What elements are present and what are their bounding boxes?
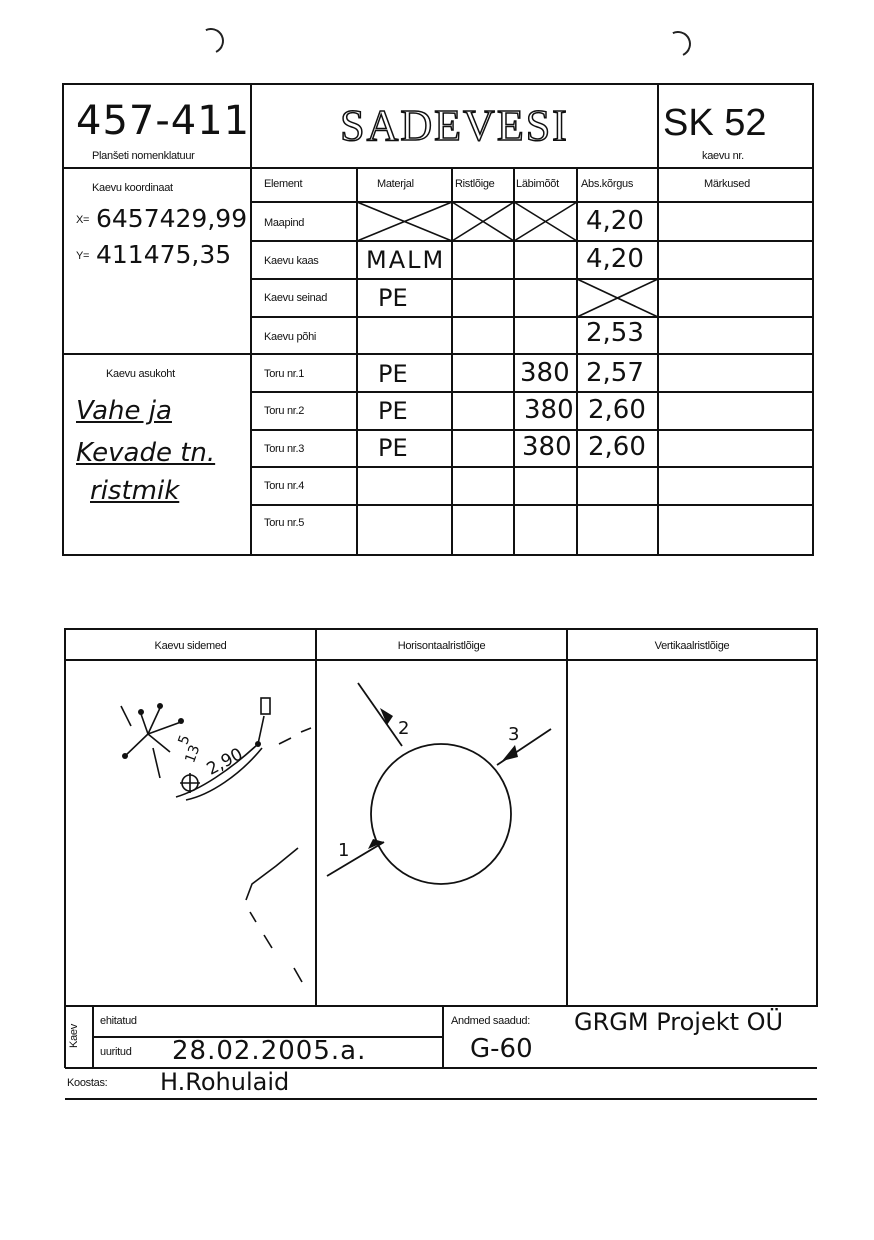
row-element: Kaevu seinad bbox=[264, 292, 328, 304]
ties-header: Kaevu sidemed bbox=[154, 640, 227, 652]
row-material: PE bbox=[378, 397, 408, 425]
tie-dimension-label: 2,90 bbox=[203, 744, 247, 780]
header-section: Ristlõige bbox=[455, 178, 495, 190]
surveyed-label: uuritud bbox=[100, 1046, 132, 1058]
well-side-label: Kaev bbox=[67, 1024, 80, 1048]
row-element: Maapind bbox=[264, 217, 305, 229]
pipe-label-3: 3 bbox=[508, 724, 520, 745]
tie-label-b: 13 bbox=[182, 742, 204, 766]
vertical-section-header: Vertikaalristlõige bbox=[654, 640, 730, 652]
header-height: Abs.kõrgus bbox=[581, 178, 634, 190]
reference-value: G-60 bbox=[470, 1034, 533, 1064]
row-element: Toru nr.5 bbox=[264, 517, 305, 529]
tie-sketch bbox=[121, 698, 311, 982]
page-title: SADEVESI bbox=[340, 101, 569, 150]
location-line-1: Vahe ja bbox=[76, 396, 172, 426]
row-diameter: 380 bbox=[520, 358, 570, 388]
horizontal-section-drawing bbox=[327, 683, 551, 884]
location-line-3: ristmik bbox=[90, 476, 180, 506]
data-source-label: Andmed saadud: bbox=[451, 1015, 530, 1027]
nomenclature-label: Planšeti nomenklatuur bbox=[92, 150, 195, 162]
pipe-label-2: 2 bbox=[398, 718, 410, 739]
x-coordinate-value: 6457429,99 bbox=[96, 204, 248, 233]
row-material: PE bbox=[378, 360, 408, 388]
row-height: 2,53 bbox=[586, 318, 644, 348]
header-element: Element bbox=[264, 178, 303, 190]
location-line-2: Kevade tn. bbox=[76, 438, 216, 468]
row-diameter: 380 bbox=[522, 432, 572, 462]
row-height: 2,57 bbox=[586, 358, 644, 388]
row-element: Toru nr.2 bbox=[264, 405, 305, 417]
surveyed-date: 28.02.2005.a. bbox=[172, 1036, 367, 1066]
row-element: Toru nr.3 bbox=[264, 443, 305, 455]
tie-label-a: 5 bbox=[175, 733, 194, 747]
built-label: ehitatud bbox=[100, 1015, 137, 1027]
row-material: PE bbox=[378, 434, 408, 462]
x-prefix: X= bbox=[76, 214, 90, 226]
data-source-value: GRGM Projekt OÜ bbox=[574, 1008, 784, 1036]
coordinates-label: Kaevu koordinaat bbox=[92, 182, 173, 194]
row-material: PE bbox=[378, 284, 408, 312]
compiled-by-label: Koostas: bbox=[67, 1077, 108, 1089]
row-height: 2,60 bbox=[588, 395, 646, 425]
horizontal-section-header: Horisontaalristlõige bbox=[397, 640, 486, 652]
well-number-label: kaevu nr. bbox=[702, 150, 744, 162]
row-element: Toru nr.4 bbox=[264, 480, 305, 492]
well-number-value: SK 52 bbox=[663, 102, 767, 144]
header-notes: Märkused bbox=[704, 178, 750, 190]
nomenclature-value: 457-411 bbox=[76, 98, 251, 144]
row-material: MALM bbox=[366, 246, 446, 274]
header-diameter: Läbimõõt bbox=[516, 178, 559, 190]
row-element: Toru nr.1 bbox=[264, 368, 305, 380]
row-diameter: 380 bbox=[524, 395, 574, 425]
row-height: 2,60 bbox=[588, 432, 646, 462]
row-height: 4,20 bbox=[586, 244, 644, 274]
row-height: 4,20 bbox=[586, 206, 644, 236]
location-label: Kaevu asukoht bbox=[106, 368, 175, 380]
pipe-label-1: 1 bbox=[338, 840, 350, 861]
compiled-by-value: H.Rohulaid bbox=[160, 1068, 290, 1096]
y-prefix: Y= bbox=[76, 250, 90, 262]
header-material: Materjal bbox=[377, 178, 414, 190]
y-coordinate-value: 411475,35 bbox=[96, 240, 232, 269]
row-element: Kaevu kaas bbox=[264, 255, 319, 267]
row-element: Kaevu põhi bbox=[264, 331, 317, 343]
